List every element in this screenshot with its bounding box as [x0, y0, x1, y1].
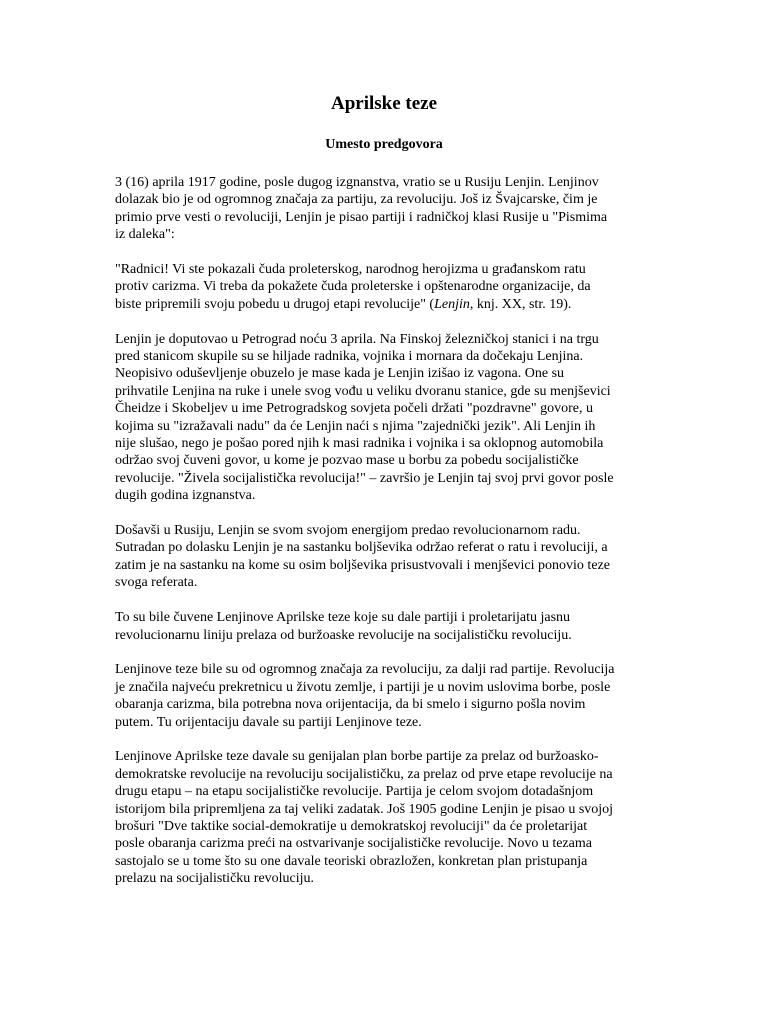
- text-line: Lenjinove teze bile su od ogromnog značaja za revoluciju, za dalji rad partije. Revolucija: [115, 662, 615, 678]
- paragraph-6: [115, 661, 660, 731]
- text-line: sastojalo se u tome što su one davale teoriski obrazložen, konkretan plan pristupanja: [115, 853, 588, 869]
- text-line: nije slušao, nego je pošao pored njih k masi radnika i vojnika i sa oklopnog automobila: [115, 436, 604, 452]
- text-line: Sutradan po dolasku Lenjin je na sastanku boljševika održao referat o ratu i revoluciji, a: [115, 540, 608, 556]
- paragraph-quote: [115, 261, 660, 313]
- text-line: prelazu na socijalističku revoluciju.: [115, 871, 315, 887]
- text-line: Čheidze i Skobeljev u ime Petrogradskog sovjeta počeli držati "pozdravne" govore, u: [115, 401, 593, 417]
- document-title: Aprilske teze: [330, 93, 438, 114]
- text-line: [115, 296, 660, 313]
- text-line: je značila najveću prekretnicu u životu zemlje, i partiji je u novim uslovima borbe, posle: [115, 679, 611, 695]
- paragraph-3: [115, 331, 660, 505]
- paragraph-1: [115, 174, 660, 244]
- text-line: "Radnici! Vi ste pokazali čuda proleterskog, narodnog herojizma u građanskom ratu: [115, 262, 586, 278]
- text-line: revolucije. "Živela socijalistička revolucija!" – završio je Lenjin taj svoj prvi govor posle: [115, 470, 614, 486]
- text-line: Došavši u Rusiju, Lenjin se svom svojom energijom predao revolucionarnom radu.: [115, 523, 581, 539]
- text-line: protiv carizma. Vi treba da pokažete čuda proleterske i opštenarodne organizacije, da: [115, 279, 591, 295]
- quote-source-ref: , knj. XX, str. 19).: [469, 296, 572, 312]
- text-line: istorijom bila pripremljena za taj veliki zadatak. Još 1905 godine Lenjin je pisao u svojoj: [115, 801, 614, 817]
- text-line: obaranja carizma, bila potrebna nova orijentacija, da bi smelo i sigurno pošla novim: [115, 697, 586, 713]
- text-line: zatim je na sastanku na kome su osim boljševika prisustvovali i menjševici ponovio teze: [115, 557, 610, 573]
- text-line: prihvatile Lenjina na ruke i unele svog vođu u veliku dvoranu stanice, gde su menjševici: [115, 383, 611, 399]
- text-line: demokratske revolucije na revoluciju socijalističku, za prelaz od prve etape revolucije na: [115, 766, 613, 782]
- paragraph-4: [115, 522, 660, 592]
- text-line: kojima su "izražavali nadu" da će Lenjin naći s njima "zajednički jezik". Ali Lenjin ih: [115, 418, 596, 434]
- text-line: iz daleka":: [115, 227, 175, 243]
- text-line: brošuri "Dve taktike social-demokratije u demokratskoj revoluciji" da će proletarijat: [115, 818, 588, 834]
- text-line: Neopisivo oduševljenje obuzelo je mase kada je Lenjin izišao iz vagona. One su: [115, 366, 565, 382]
- text-line: dolazak bio je od ogromnog značaja za partiju, za revoluciju. Još iz Švajcarske, čim je: [115, 192, 598, 208]
- text-line: revolucionarnu liniju prelaza od buržoaske revolucije na socijalističku revoluciju.: [115, 627, 572, 643]
- text-line: svoga referata.: [115, 575, 198, 591]
- text-line: pred stanicom skupile su se hiljade radnika, vojnika i mornara da dočekaju Lenjina.: [115, 349, 584, 365]
- text-line: drugu etapu – na etapu socijalističke revolucije. Partija je celom svojom dotadašnjom: [115, 784, 594, 800]
- paragraph-5: [115, 609, 660, 644]
- text-line: To su bile čuvene Lenjinove Aprilske teze koje su dale partiji i proletarijatu jasnu: [115, 610, 571, 626]
- text-line: dugih godina izgnanstva.: [115, 488, 256, 504]
- text-line: Lenjinove Aprilske teze davale su genijalan plan borbe partije za prelaz od buržoasko-: [115, 749, 599, 765]
- paragraph-7: [115, 748, 660, 887]
- text-line: održao svoj čuveni govor, u kome je pozvao mase u borbu za pobedu socijalističke: [115, 453, 579, 469]
- quote-text: biste pripremili svoju pobedu u drugoj etapi revolucije" (: [115, 296, 435, 312]
- quote-source-author: Lenjin: [434, 296, 470, 312]
- text-line: 3 (16) aprila 1917 godine, posle dugog izgnanstva, vratio se u Rusiju Lenjin. Lenjinov: [115, 175, 599, 190]
- text-line: Lenjin je doputovao u Petrograd noću 3 aprila. Na Finskoj železničkoj stanici i na trgu: [115, 331, 599, 347]
- document-subtitle: Umesto predgovora: [325, 137, 443, 152]
- text-line: primio prve vesti o revoluciji, Lenjin je pisao partiji i radničkoj klasi Rusije u "Pismima: [115, 209, 608, 225]
- text-line: putem. Tu orijentaciju davale su partiji Lenjinove teze.: [115, 714, 422, 730]
- text-line: posle obaranja carizma preći na ostvarivanje socijalističke revolucije. Novo u tezama: [115, 836, 592, 852]
